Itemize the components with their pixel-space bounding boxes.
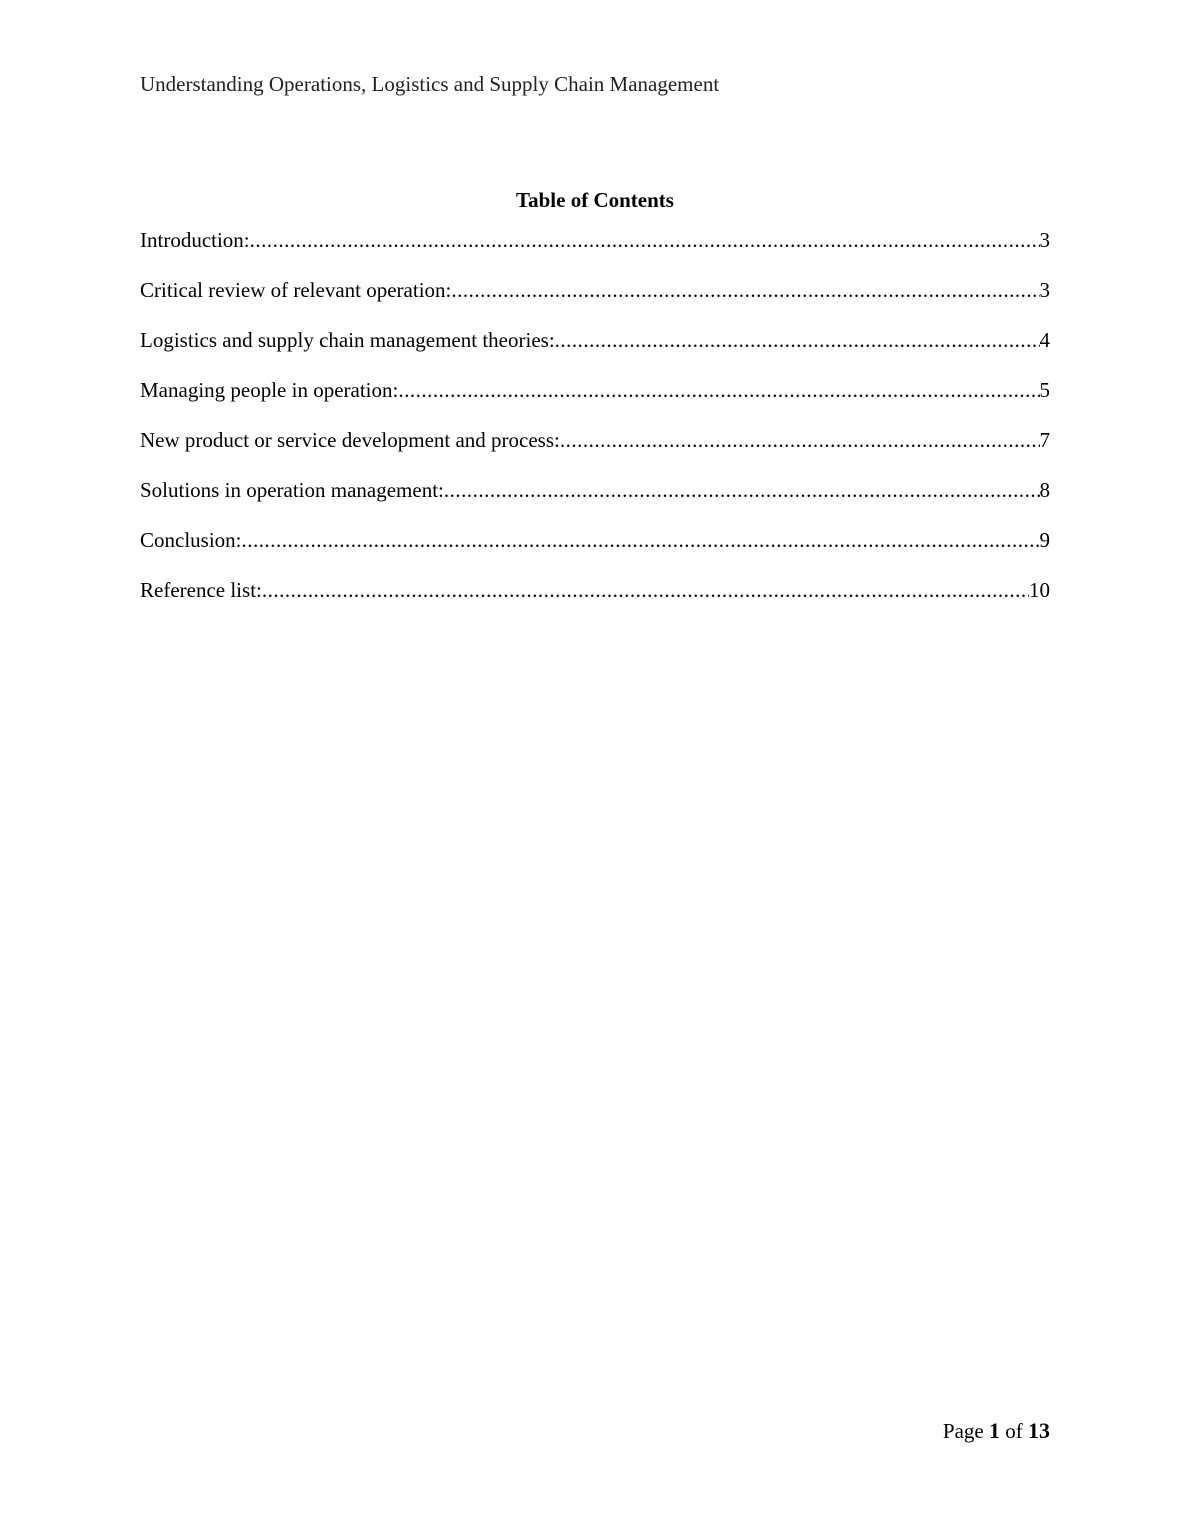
toc-entry-label: New product or service development and process: <box>140 428 560 452</box>
toc-entry-managing-people[interactable] <box>140 376 1050 426</box>
toc-entry-logistics-theories[interactable] <box>140 326 1050 376</box>
toc-dot-leader <box>242 526 1040 554</box>
toc-entry-label: Managing people in operation: <box>140 378 399 402</box>
toc-entry-solutions[interactable] <box>140 476 1050 526</box>
toc-dot-leader <box>444 476 1040 504</box>
toc-entry-new-product[interactable] <box>140 426 1050 476</box>
toc-entry-label: Critical review of relevant operation: <box>140 278 452 302</box>
toc-list <box>140 226 1050 626</box>
toc-dot-leader <box>451 276 1039 304</box>
toc-entry-label: Reference list: <box>140 578 262 602</box>
toc-entry-label: Solutions in operation management: <box>140 478 444 502</box>
toc-entry-label: Logistics and supply chain management theories: <box>140 328 555 352</box>
toc-entry-page: 5 <box>1039 378 1050 402</box>
toc-entry-page: 3 <box>1039 278 1050 302</box>
toc-entry-reference-list[interactable] <box>140 576 1050 626</box>
toc-dot-leader <box>262 576 1029 604</box>
toc-entry-page: 4 <box>1039 328 1050 352</box>
page-word: Page <box>942 1419 984 1443</box>
toc-entry-critical-review[interactable] <box>140 276 1050 326</box>
toc-entry-introduction[interactable] <box>140 226 1050 276</box>
toc-dot-leader <box>250 226 1040 254</box>
page-number-footer <box>943 1417 1050 1445</box>
toc-entry-label: Conclusion: <box>140 528 242 552</box>
toc-entry-page: 8 <box>1039 478 1050 502</box>
total-page-count: 13 <box>1028 1418 1050 1443</box>
toc-entry-page: 7 <box>1039 428 1050 452</box>
toc-entry-page: 10 <box>1029 578 1050 602</box>
toc-entry-conclusion[interactable] <box>140 526 1050 576</box>
of-word: of <box>1005 1419 1023 1443</box>
toc-entry-page: 9 <box>1039 528 1050 552</box>
toc-dot-leader <box>398 376 1039 404</box>
toc-dot-leader <box>555 326 1040 354</box>
toc-title: Table of Contents <box>516 188 674 212</box>
toc-entry-label: Introduction: <box>140 228 250 252</box>
current-page-number: 1 <box>989 1418 1000 1443</box>
toc-dot-leader <box>560 426 1040 454</box>
toc-entry-page: 3 <box>1039 228 1050 252</box>
running-header: Understanding Operations, Logistics and Supply Chain Management <box>140 72 720 96</box>
